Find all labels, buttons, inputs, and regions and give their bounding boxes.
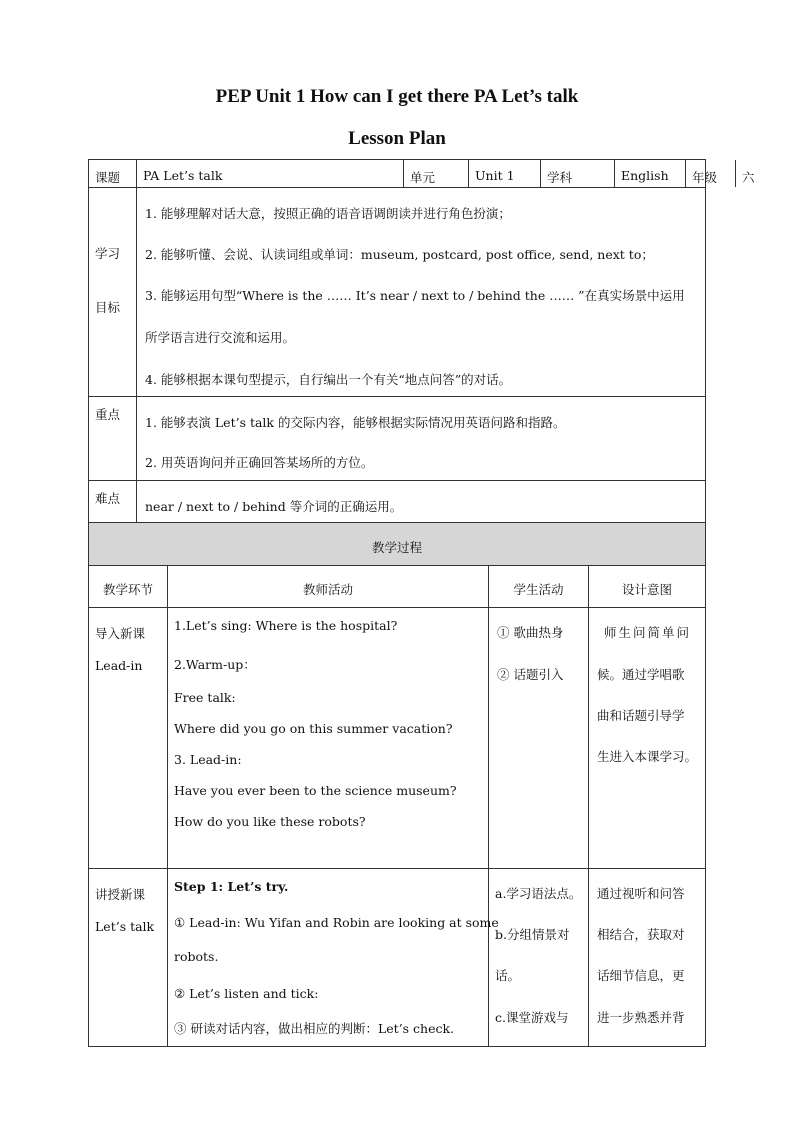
- objectives-label-2: 目标: [95, 300, 121, 315]
- intent-line: 生进入本课学习。: [597, 749, 698, 764]
- header-stage: 教学环节: [102, 582, 153, 597]
- subject-value: English: [621, 168, 669, 183]
- subject-label-cell: [541, 160, 615, 187]
- teacher-line: ③ 研读对话内容，做出相应的判断：Let’s check.: [174, 1021, 455, 1036]
- teacher-line: 3. Lead-in:: [174, 752, 242, 767]
- difficulties-text: near / next to / behind 等介词的正确运用。: [145, 499, 403, 514]
- key-points-content-cell: [137, 397, 705, 480]
- objective-line: 3. 能够运用句型“Where is the …… It’s near / next to / behind the …… ”在真实场景中运用: [145, 288, 685, 303]
- objective-line: 4. 能够根据本课句型提示，自行编出一个有关“地点问答”的对话。: [145, 372, 512, 387]
- header-cell-intent: [589, 566, 705, 607]
- topic-label-cell: [89, 160, 137, 187]
- difficulties-label-cell: [89, 481, 137, 522]
- stage-name-en: Let’s talk: [95, 919, 155, 934]
- unit-label-cell: [404, 160, 469, 187]
- intent-cell: [589, 608, 705, 868]
- grade-value: 六: [742, 170, 755, 185]
- key-point-line: 1. 能够表演 Let’s talk 的交际内容，能够根据实际情况用英语问路和指路。: [145, 415, 566, 430]
- topic-label: 课题: [95, 170, 121, 185]
- intent-line: 候。通过学唱歌: [597, 667, 685, 682]
- stage-cell: [89, 608, 168, 868]
- student-line: 话。: [495, 968, 521, 983]
- teacher-line: 1.Let’s sing: Where is the hospital?: [174, 618, 398, 633]
- unit-value-cell: [469, 160, 541, 187]
- student-line: a.学习语法点。: [495, 886, 582, 901]
- unit-label: 单元: [410, 170, 436, 185]
- stage-name-en: Lead-in: [95, 658, 143, 673]
- objective-line: 所学语言进行交流和运用。: [145, 330, 296, 345]
- header-student: 学生活动: [513, 582, 564, 597]
- intent-line: 进一步熟悉并背: [597, 1010, 685, 1025]
- topic-value: PA Let’s talk: [143, 168, 223, 183]
- process-row-leadin: [89, 608, 705, 869]
- topic-value-cell: [137, 160, 404, 187]
- teacher-line: Free talk:: [174, 690, 236, 705]
- stage-name: 导入新课: [95, 626, 146, 641]
- objectives-content-cell: [137, 188, 705, 396]
- teacher-cell: [168, 869, 499, 1047]
- subject-value-cell: [615, 160, 686, 187]
- teacher-line: How do you like these robots?: [174, 814, 366, 829]
- difficulties-label: 难点: [95, 491, 121, 506]
- teacher-line: Step 1: Let’s try.: [174, 879, 289, 894]
- unit-value: Unit 1: [475, 168, 515, 183]
- teacher-line: robots.: [174, 949, 219, 964]
- key-points-label-cell: [89, 397, 137, 480]
- header-intent: 设计意图: [621, 582, 672, 597]
- process-title-row: [89, 523, 705, 566]
- grade-label-cell: [686, 160, 736, 187]
- student-cell: [489, 608, 589, 868]
- document-title: PEP Unit 1 How can I get there PA Let’s talk: [215, 86, 579, 107]
- student-line: ② 话题引入: [497, 667, 564, 682]
- objective-line: 1. 能够理解对话大意，按照正确的语音语调朗读并进行角色扮演；: [145, 206, 511, 221]
- student-line: b.分组情景对: [495, 927, 570, 942]
- stage-cell: [89, 869, 168, 1047]
- header-teacher: 教师活动: [302, 582, 353, 597]
- subject-label: 学科: [547, 170, 573, 185]
- teacher-cell: [168, 608, 489, 868]
- header-cell-teacher: [168, 566, 489, 607]
- objectives-row: [89, 188, 705, 397]
- document-subtitle: Lesson Plan: [348, 128, 446, 149]
- student-line: c.课堂游戏与: [495, 1010, 569, 1025]
- objectives-label-cell: [89, 188, 137, 396]
- intent-cell: [589, 869, 705, 1047]
- teacher-line: ① Lead-in: Wu Yifan and Robin are looking at some: [174, 915, 499, 930]
- objectives-label-1: 学习: [95, 246, 121, 261]
- intent-line: 师生问简单问: [604, 625, 692, 640]
- student-cell: [489, 869, 589, 1047]
- process-title: 教学过程: [371, 540, 422, 555]
- objective-line: 2. 能够听懂、会说、认读词组或单词：museum, postcard, post office, send, next to；: [145, 247, 654, 262]
- header-cell-stage: [89, 566, 168, 607]
- lesson-plan-table: [88, 159, 755, 1047]
- header-cell-student: [489, 566, 589, 607]
- intent-line: 话细节信息，更: [597, 968, 685, 983]
- intent-line: 相结合，获取对: [597, 927, 685, 942]
- teacher-line: Have you ever been to the science museum?: [174, 783, 457, 798]
- info-row: [89, 160, 755, 188]
- intent-line: 通过视听和问答: [597, 886, 685, 901]
- key-points-label: 重点: [95, 407, 121, 422]
- key-point-line: 2. 用英语询问并正确回答某场所的方位。: [145, 455, 374, 470]
- stage-name: 讲授新课: [95, 887, 146, 902]
- grade-value-cell: [736, 160, 794, 187]
- difficulties-content-cell: [137, 481, 705, 522]
- difficulties-row: [89, 481, 705, 523]
- student-line: ① 歌曲热身: [497, 625, 564, 640]
- grade-label: 年级: [692, 170, 718, 185]
- teacher-line: 2.Warm-up：: [174, 657, 256, 672]
- process-row-talk: [89, 869, 705, 1047]
- key-points-row: [89, 397, 705, 481]
- teacher-line: ② Let’s listen and tick:: [174, 986, 319, 1001]
- teacher-line: Where did you go on this summer vacation?: [174, 721, 453, 736]
- intent-line: 曲和话题引导学: [597, 708, 685, 723]
- process-header-row: [89, 566, 705, 608]
